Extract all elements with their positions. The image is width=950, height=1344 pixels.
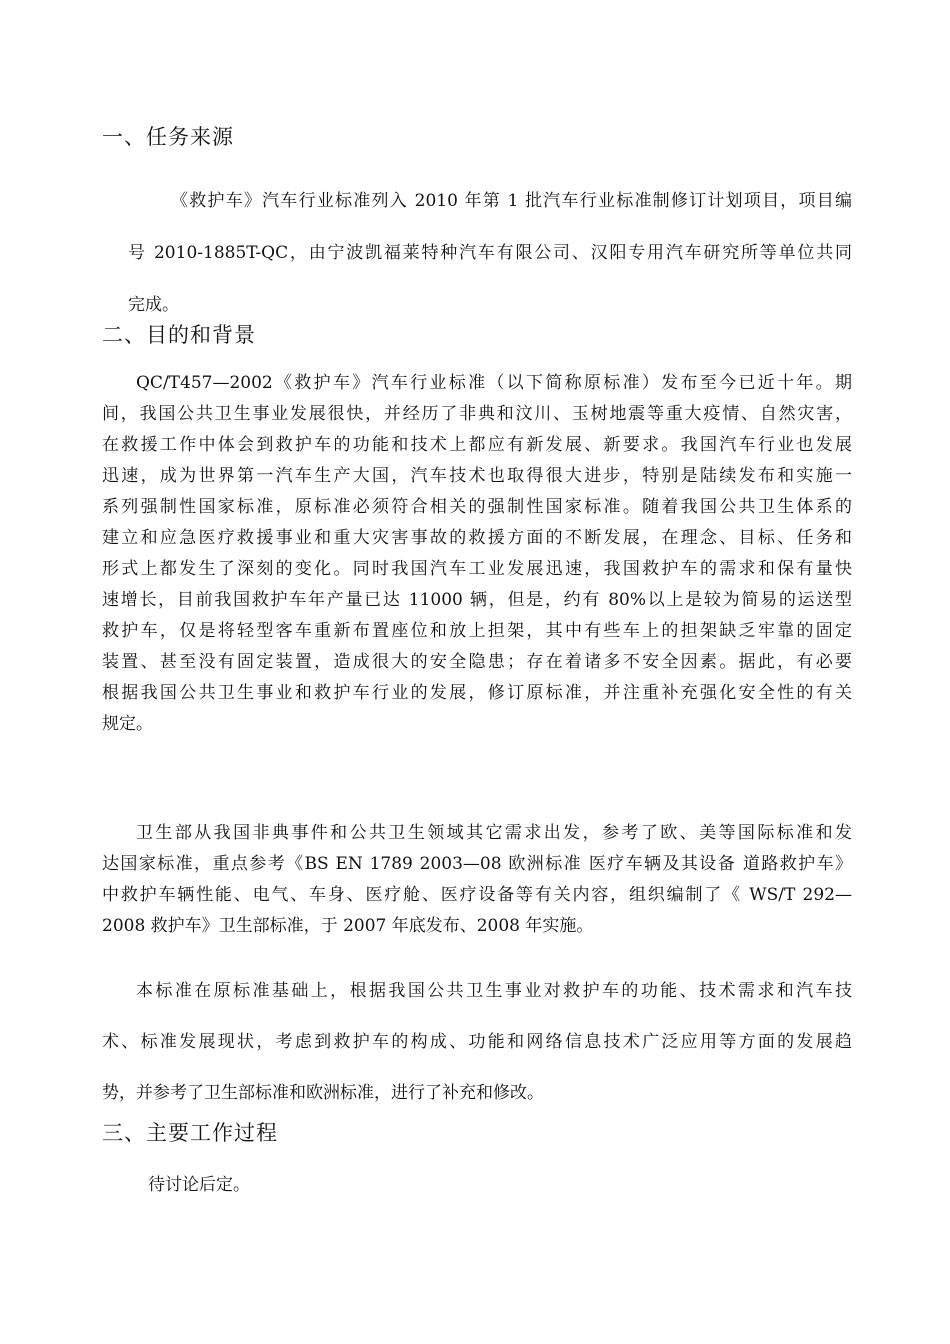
paragraph-line: 待讨论后定。: [148, 1175, 250, 1195]
paragraph-line: 救护车，仅是将轻型客车重新布置座位和放上担架，其中有些车上的担架缺乏牢靠的固定: [102, 621, 852, 641]
paragraph-line: 号 2010-1885T-QC，由宁波凯福莱特种汽车有限公司、汉阳专用汽车研究所等单位共同: [128, 243, 852, 263]
paragraph-background: [102, 368, 852, 740]
paragraph-line: 在救援工作中体会到救护车的功能和技术上都应有新发展、新要求。我国汽车行业也发展: [102, 435, 852, 455]
paragraph-line: QC/T457—2002《救护车》汽车行业标准（以下简称原标准）发布至今已近十年。期: [136, 373, 852, 393]
section-heading-purpose-background: 二、目的和背景: [102, 323, 256, 347]
paragraph-line: 间，我国公共卫生事业发展很快，并经历了非典和汶川、玉树地震等重大疫情、自然灾害，: [102, 404, 852, 424]
paragraph-line: 本标准在原标准基础上，根据我国公共卫生事业对救护车的功能、技术需求和汽车技: [136, 981, 852, 1001]
paragraph-standard-basis: [102, 966, 852, 1119]
paragraph-line: 术、标准发展现状，考虑到救护车的构成、功能和网络信息技术广泛应用等方面的发展趋: [102, 1032, 852, 1052]
section-heading-work-process: 三、主要工作过程: [102, 1121, 278, 1145]
paragraph-health-ministry-standard: [102, 818, 852, 942]
paragraph-line: 完成。: [128, 295, 179, 315]
paragraph-line: 建立和应急医疗救援事业和重大灾害事故的救援方面的不断发展，在理念、目标、任务和: [102, 528, 852, 548]
paragraph-line: 根据我国公共卫生事业和救护车行业的发展，修订原标准，并注重补充强化安全性的有关: [102, 683, 852, 703]
paragraph-line: 中救护车辆性能、电气、车身、医疗舱、医疗设备等有关内容，组织编制了《 WS/T 292—: [102, 885, 852, 905]
paragraph-line: 2008 救护车》卫生部标准，于 2007 年底发布、2008 年实施。: [102, 916, 594, 936]
paragraph-line: 规定。: [102, 714, 153, 734]
paragraph-line: 迅速，成为世界第一汽车生产大国，汽车技术也取得很大进步，特别是陆续发布和实施一: [102, 466, 852, 486]
paragraph-work-process: [148, 1170, 250, 1200]
paragraph-line: 《救护车》汽车行业标准列入 2010 年第 1 批汽车行业标准制修订计划项目，项目编: [171, 191, 852, 211]
paragraph-line: 速增长，目前我国救护车年产量已达 11000 辆，但是，约有 80%以上是较为简易的运送型: [102, 590, 852, 610]
paragraph-line: 系列强制性国家标准，原标准必须符合相关的强制性国家标准。随着我国公共卫生体系的: [102, 497, 852, 517]
paragraph-line: 装置、甚至没有固定装置，造成很大的安全隐患；存在着诸多不安全因素。据此，有必要: [102, 652, 852, 672]
section-heading-task-source: 一、任务来源: [102, 125, 234, 149]
paragraph-line: 达国家标准，重点参考《BS EN 1789 2003—08 欧洲标准 医疗车辆及其设备 道路救护车》: [102, 854, 852, 874]
paragraph-line: 势，并参考了卫生部标准和欧洲标准，进行了补充和修改。: [102, 1083, 544, 1103]
paragraph-line: 卫生部从我国非典事件和公共卫生领域其它需求出发，参考了欧、美等国际标准和发: [136, 823, 852, 843]
paragraph-task-source: [128, 175, 852, 331]
paragraph-line: 形式上都发生了深刻的变化。同时我国汽车工业发展迅速，我国救护车的需求和保有量快: [102, 559, 852, 579]
